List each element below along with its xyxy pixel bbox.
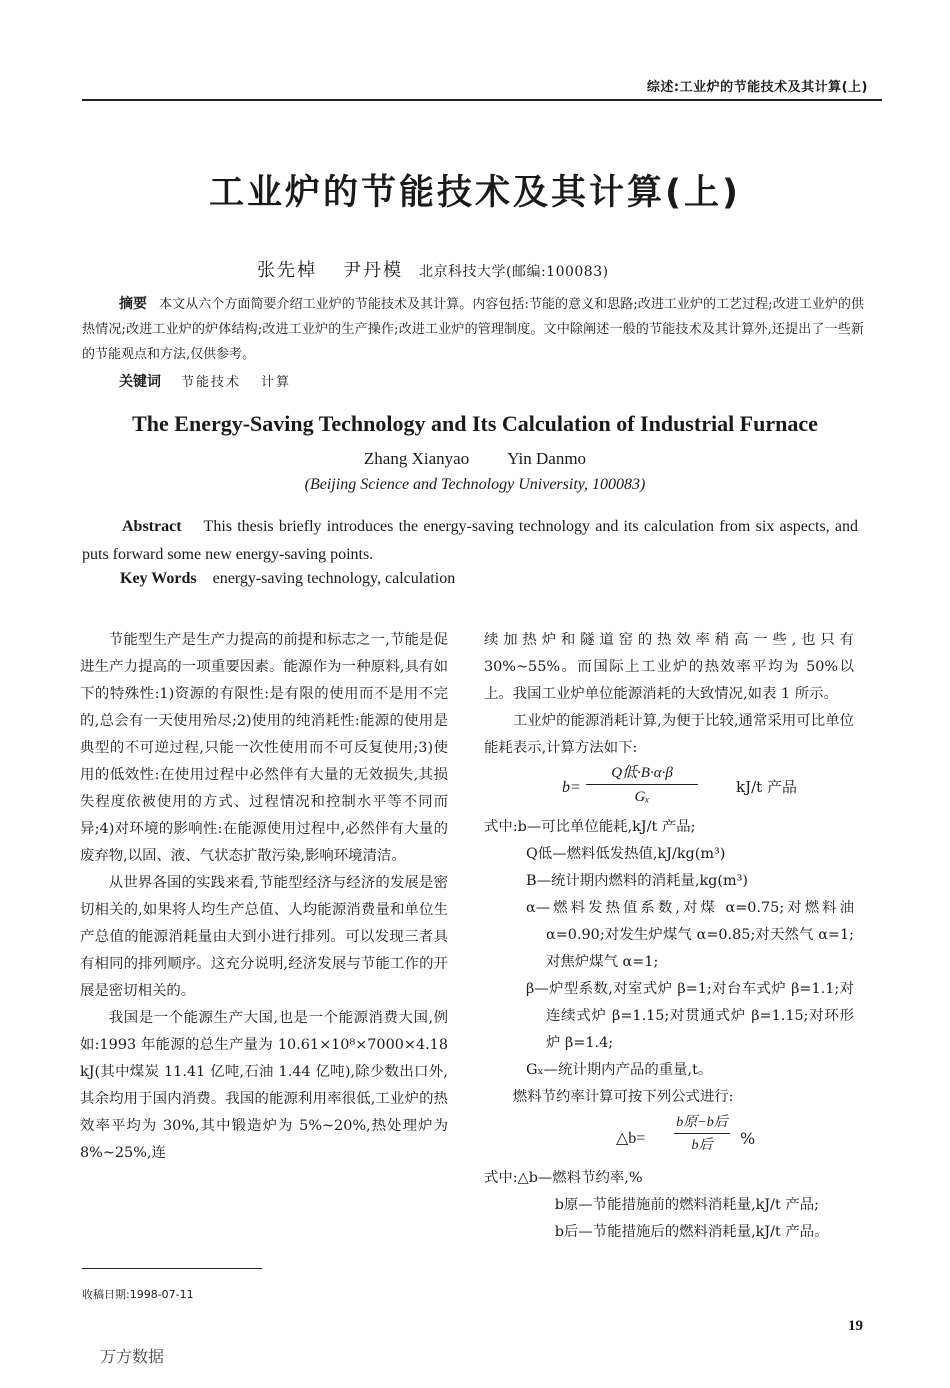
formula-numerator: Q低·B·α·β <box>586 762 698 785</box>
english-keywords-label: Key Words <box>120 570 197 587</box>
english-abstract <box>82 513 858 569</box>
formula-unit: kJ/t 产品 <box>736 778 797 796</box>
english-abstract-label: Abstract <box>122 518 182 535</box>
formula-unit-consumption <box>484 762 854 814</box>
abstract-label: 摘要 <box>119 296 148 312</box>
header-rule <box>82 99 882 101</box>
formula-lhs: △b= <box>616 1130 646 1147</box>
chinese-abstract <box>82 292 864 367</box>
chinese-keywords <box>119 371 311 391</box>
formula-denominator: b后 <box>691 1138 713 1153</box>
watermark: 万方数据 <box>100 1347 165 1366</box>
definition-intro: 式中:b—可比单位能耗,kJ/t 产品; <box>484 819 696 835</box>
body-paragraph: 工业炉的能源消耗计算,为便于比较,通常采用可比单位能耗表示,计算方法如下: <box>484 713 854 756</box>
definition-item: α—燃料发热值系数,对煤 α=0.75;对燃料油 α=0.90;对发生炉煤气 α=0.85;对天然气 α=1;对焦炉煤气 α=1; <box>526 900 854 970</box>
keyword-2: 计算 <box>261 375 292 390</box>
formula-denominator: Gₓ <box>634 789 650 805</box>
running-head: 综述:工业炉的节能技术及其计算(上) <box>646 80 868 95</box>
author-2: 尹丹模 <box>343 260 403 281</box>
formula-numerator: b原−b后 <box>674 1113 730 1134</box>
definition-item: b原—节能措施前的燃料消耗量,kJ/t 产品; <box>554 1197 819 1213</box>
definition-item: Q低—燃料低发热值,kJ/kg(m³) <box>526 846 726 862</box>
body-paragraph: 燃料节约率计算可按下列公式进行: <box>512 1089 734 1105</box>
body-paragraph: 从世界各国的实践来看,节能型经济与经济的发展是密切相关的,如果将人均生产总值、人均能源消费量和单位生产总值的能源消耗量由大到小进行排列。可以发现三者具有相同的排列顺序。这充分说明,经济发展与节能工作的开展是密切相关的。 <box>80 875 448 999</box>
formula-definitions <box>484 1165 854 1246</box>
affiliation: 北京科技大学(邮编:100083) <box>419 264 609 280</box>
abstract-text: 本文从六个方面简要介绍工业炉的节能技术及其计算。内容包括:节能的意义和思路;改进工业炉的工艺过程;改进工业炉的供热情况;改进工业炉的炉体结构;改进工业炉的生产操作;改进工业炉的管理制度。文中除阐述一般的节能技术及其计算外,还提出了一些新的节能观点和方法,仅供参考。 <box>82 297 865 362</box>
author-1: 张先棹 <box>257 260 317 281</box>
received-date: 收稿日期:1998-07-11 <box>82 1288 194 1301</box>
english-author-1: Zhang Xianyao <box>363 449 470 468</box>
definition-item: b后—节能措施后的燃料消耗量,kJ/t 产品。 <box>554 1224 829 1240</box>
footnote-rule <box>82 1268 262 1269</box>
body-left-column <box>80 627 448 1167</box>
body-paragraph: 续加热炉和隧道窑的热效率稍高一些,也只有 30%~55%。而国际上工业炉的热效率平均为 50%以上。我国工业炉单位能源消耗的大致情况,如表 1 所示。 <box>484 632 854 702</box>
body-right-column <box>484 627 854 1246</box>
page-number: 19 <box>848 1318 863 1334</box>
english-author-2: Yin Danmo <box>507 449 587 468</box>
chinese-title: 工业炉的节能技术及其计算(上) <box>209 173 741 213</box>
definition-item: B—统计期内燃料的消耗量,kg(m³) <box>526 873 749 889</box>
keywords-label: 关键词 <box>119 374 161 390</box>
chinese-authors <box>257 256 609 282</box>
english-authors <box>0 449 950 469</box>
english-keywords <box>120 570 455 588</box>
body-paragraph: 节能型生产是生产力提高的前提和标志之一,节能是促进生产力提高的一项重要因素。能源作为一种原料,具有如下的特殊性:1)资源的有限性:是有限的使用而不是用不完的,总会有一天使用殆尽;2)使用的纯消耗性:能源的使用是典型的不可逆过程,只能一次性使用而不可反复使用;3)使用的低效性:在使用过程中必然伴有大量的无效损失,其损失程度依被使用的方式、过程情况和控制水平等不同而异;4)对环境的影响性:在能源使用过程中,必然伴有大量的废弃物,以固、液、气状态扩散污染,影响环境清洁。 <box>80 632 448 864</box>
formula-definitions <box>484 814 854 1084</box>
formula-saving-rate <box>484 1111 854 1165</box>
definition-item: Gₓ—统计期内产品的重量,t。 <box>526 1062 713 1078</box>
english-affiliation: (Beijing Science and Technology University, 100083) <box>304 476 646 493</box>
english-keywords-text: energy-saving technology, calculation <box>212 570 456 587</box>
formula-lhs: b= <box>562 779 581 796</box>
english-title: The Energy-Saving Technology and Its Calculation of Industrial Furnace <box>132 411 818 436</box>
formula-unit: % <box>740 1129 756 1148</box>
definition-intro: 式中:△b—燃料节约率,% <box>484 1170 643 1186</box>
english-abstract-text: This thesis briefly introduces the energy-saving technology and its calculation from six aspects, and puts forward some new energy-saving points. <box>82 518 858 563</box>
body-paragraph: 我国是一个能源生产大国,也是一个能源消费大国,例如:1993 年能源的总生产量为 10.61×10⁸×7000×4.18 kJ(其中煤炭 11.41 亿吨,石油 1.44 亿吨),除少数出口外,其余均用于国内消费。我国的能源利用率很低,工业炉的热效率平均为 30%,其中锻造炉为 5%~20%,热处理炉为 8%~25%,连 <box>80 1010 448 1161</box>
definition-item: β—炉型系数,对室式炉 β=1;对台车式炉 β=1.1;对连续式炉 β=1.15;对贯通式炉 β=1.15;对环形炉 β=1.4; <box>526 981 854 1051</box>
keyword-1: 节能技术 <box>181 375 242 390</box>
